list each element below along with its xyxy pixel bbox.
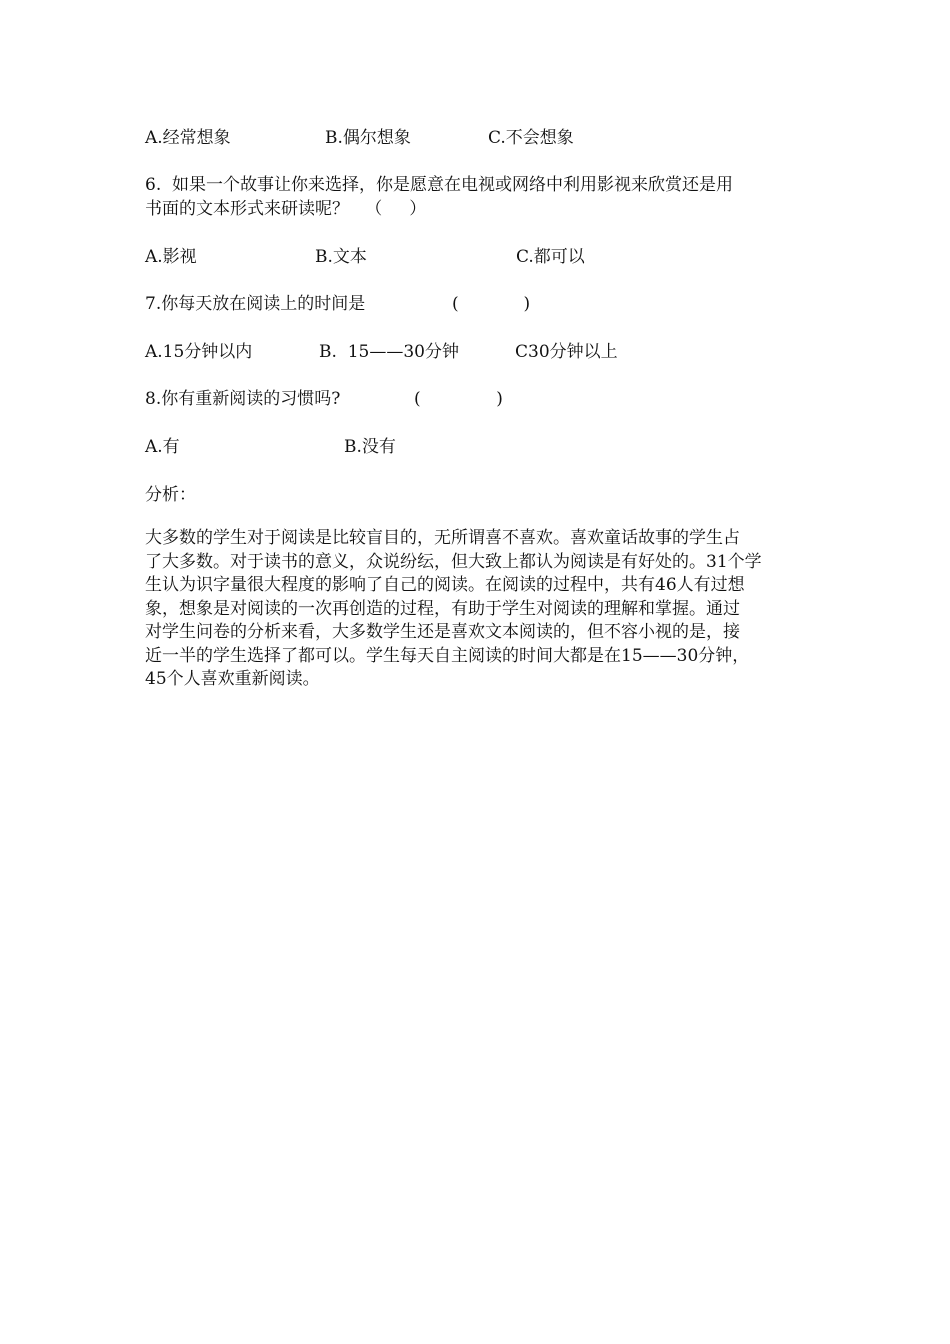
q6-question-line-1: 6. 如果一个故事让你来选择，你是愿意在电视或网络中利用影视来欣赏还是用	[145, 175, 734, 195]
analysis-heading: 分析：	[145, 485, 196, 505]
analysis-line-1: 大多数的学生对于阅读是比较盲目的，无所谓喜不喜欢。喜欢童话故事的学生占	[145, 528, 740, 548]
analysis-line-7: 45个人喜欢重新阅读。	[145, 669, 320, 689]
analysis-line-2: 了大多数。对于读书的意义，众说纷纭，但大致上都认为阅读是有好处的。31个学	[145, 551, 762, 572]
q7-answer-blank: ( )	[452, 294, 531, 314]
q7-option-b: B. 15——30分钟	[319, 342, 459, 362]
q8-option-b: B.没有	[344, 437, 396, 457]
analysis-line-5: 对学生问卷的分析来看，大多数学生还是喜欢文本阅读的，但不容小视的是，接	[145, 622, 740, 642]
q8-answer-blank: ( )	[414, 389, 503, 409]
q7-option-c: C30分钟以上	[515, 342, 618, 362]
analysis-line-6: 近一半的学生选择了都可以。学生每天自主阅读的时间大都是在15——30分钟，	[145, 645, 750, 666]
q7-question: 7.你每天放在阅读上的时间是	[145, 294, 366, 314]
q6-option-c: C.都可以	[516, 247, 585, 267]
q7-option-a: A.15分钟以内	[145, 342, 253, 362]
q5-option-a: A.经常想象	[145, 128, 231, 148]
analysis-paragraph	[145, 527, 820, 692]
q5-option-b: B.偶尔想象	[325, 128, 411, 148]
q6-option-a: A.影视	[145, 247, 197, 267]
analysis-line-4: 象，想象是对阅读的一次再创造的过程，有助于学生对阅读的理解和掌握。通过	[145, 598, 740, 619]
q6-option-b: B.文本	[315, 247, 367, 267]
q8-option-a: A.有	[145, 437, 180, 457]
q8-question: 8.你有重新阅读的习惯吗?	[145, 389, 341, 409]
analysis-line-3: 生认为识字量很大程度的影响了自己的阅读。在阅读的过程中，共有46人有过想	[145, 575, 745, 595]
q5-option-c: C.不会想象	[488, 128, 574, 148]
q6-question-line-2: 书面的文本形式来研读呢？ （ ）	[145, 199, 427, 219]
